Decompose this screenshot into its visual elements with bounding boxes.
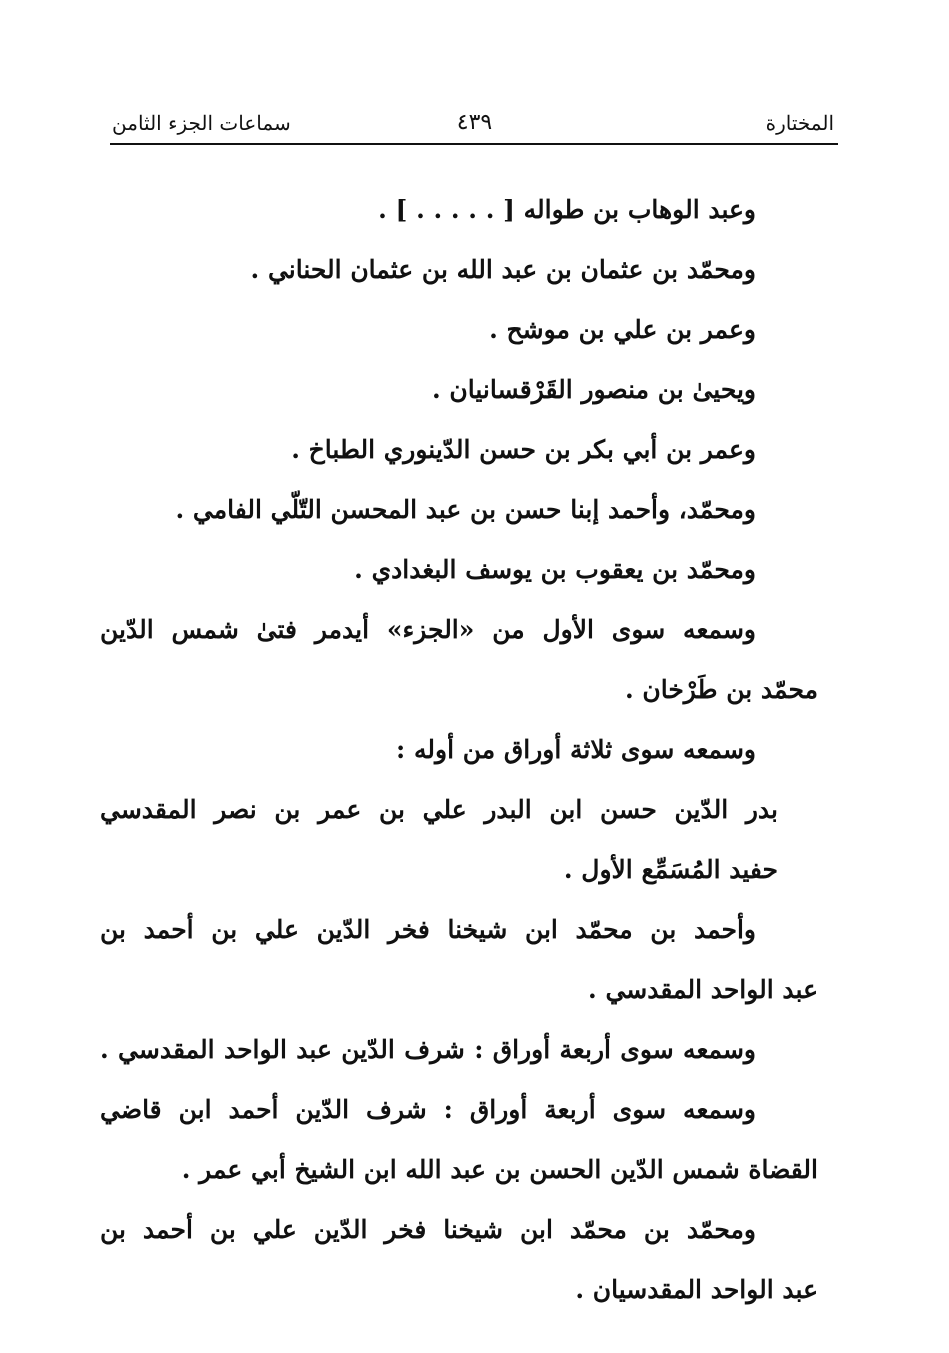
header-rule [110, 143, 838, 145]
page-number: ٤٣٩ [456, 110, 493, 135]
text-line: ومحمّد، وأحمد إبنا حسن بن عبد المحسن التّلّي الفامي . [175, 495, 756, 524]
text-line: القضاة شمس الدّين الحسن بن عبد الله ابن الشيخ أبي عمر . [181, 1155, 818, 1184]
text-line: ويحيىٰ بن منصور القَرْقسانيان . [431, 375, 756, 404]
text-line: حفيد المُسَمِّع الأول . [563, 855, 778, 884]
text-line: ومحمّد بن يعقوب بن يوسف البغدادي . [354, 555, 756, 584]
text-line: بدر الدّين حسن ابن البدر علي بن عمر بن نصر المقدسي [100, 795, 778, 824]
text-line: وسمعه سوى ثلاثة أوراق من أوله : [396, 735, 756, 764]
text-line: وسمعه سوى أربعة أوراق : شرف الدّين أحمد ابن قاضي [100, 1095, 756, 1124]
section-title: سماعات الجزء الثامن [112, 111, 291, 135]
text-line: محمّد بن طَرْخان . [624, 675, 818, 704]
text-line: وسمعه سوى أربعة أوراق : شرف الدّين عبد الواحد المقدسي . [100, 1035, 756, 1064]
text-line: وعبد الوهاب بن طواله [ . . . . . ] . [378, 195, 756, 224]
text-line: وسمعه سوى الأول من «الجزء» أيدمر فتىٰ شمس الدّين [100, 615, 756, 644]
text-line: وعمر بن علي بن موشح . [489, 315, 756, 344]
text-line: ومحمّد بن عثمان بن عبد الله بن عثمان الحناني . [250, 255, 756, 284]
text-body [100, 180, 818, 1320]
text-line: عبد الواحد المقدسي . [588, 975, 818, 1004]
book-title: المختارة [765, 111, 834, 135]
text-line: عبد الواحد المقدسيان . [575, 1275, 818, 1304]
text-line: وأحمد بن محمّد ابن شيخنا فخر الدّين علي بن أحمد بن [100, 915, 756, 944]
text-line: ومحمّد بن محمّد ابن شيخنا فخر الدّين علي بن أحمد بن [100, 1215, 756, 1244]
text-line: وعمر بن أبي بكر بن حسن الدّينوري الطباخ . [291, 435, 756, 464]
